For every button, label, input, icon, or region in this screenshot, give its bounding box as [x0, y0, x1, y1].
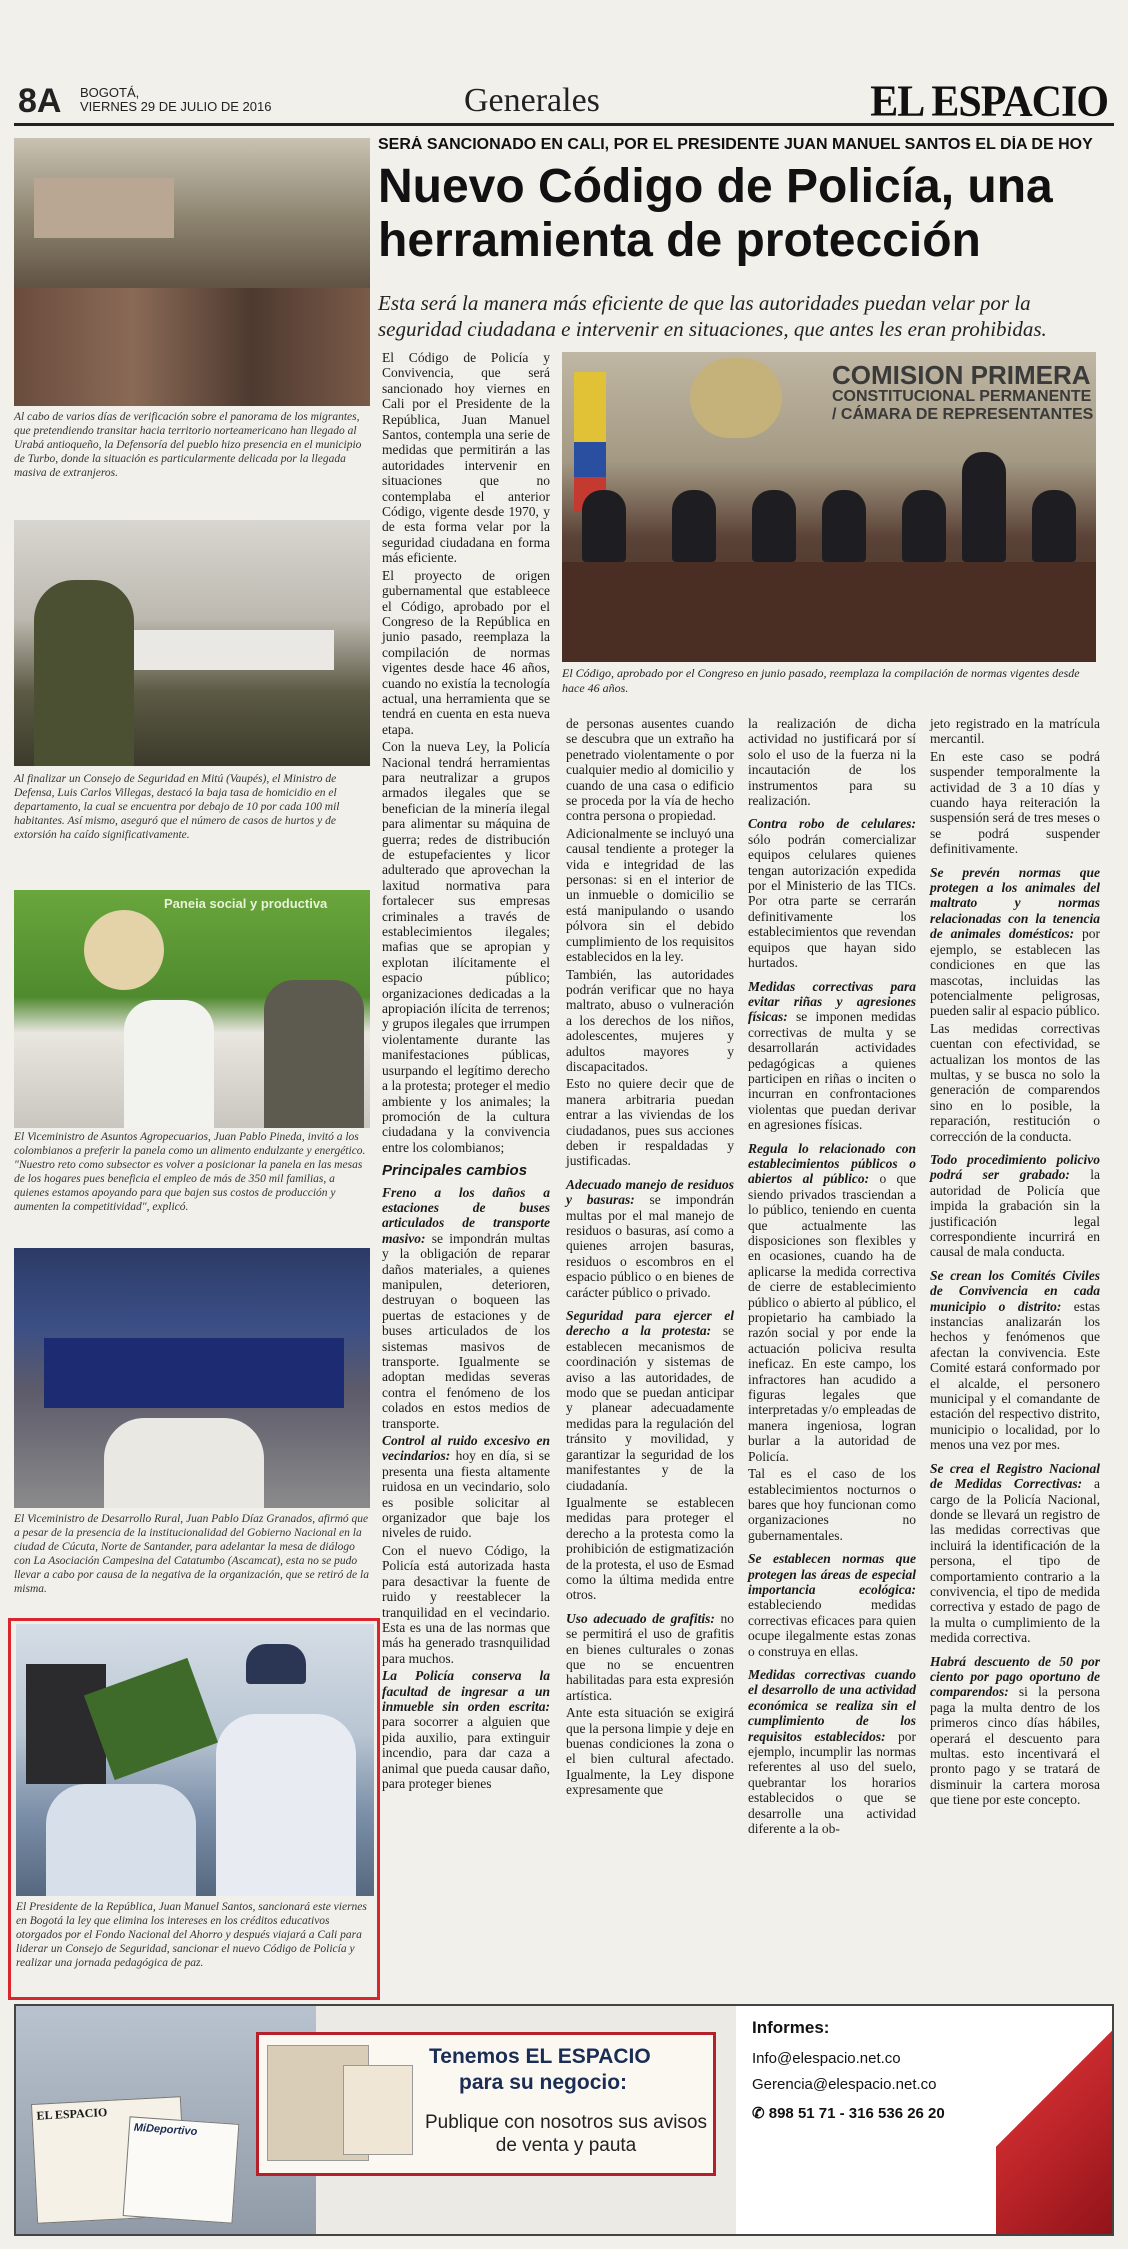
- photo-caption-2: Al finalizar un Consejo de Seguridad en Mitú (Vaupés), el Ministro de Defensa, Luis Carlos Villegas, destacó la baja tasa de homicidio en el departamento, la cual se encuentra por debajo de 10 por cada 100 mil habitantes. Así mismo, aseguró que el número de casos de hurtos y de extorsión ha caído significativamente.: [14, 773, 340, 841]
- coat-of-arms-icon: [690, 358, 782, 438]
- header-city: BOGOTÁ,: [80, 85, 140, 100]
- photo-caption-4: El Viceministro de Desarrollo Rural, Juan Pablo Díaz Granados, afirmó que a pesar de la presencia de la institucionalidad del Gobierno Nacional en la ciudad de Cúcuta, Norte de Santander, para adelantar la mesa de diálogo con La Asociación Campesina del Catatumbo (Ascamcat), esta no se pudo llevar a cabo por causa de la negativa de la organización, que se retiró de la misma.: [14, 1513, 369, 1595]
- col3-paragraph: Medidas correctivas cuando el desarrollo de una actividad económica se realiza sin el cumplimiento de los requisitos establecidos: por ejemplo, incumplir las normas referentes al uso del suelo, quebrantar los horarios establecidos o que se desarrolle una actividad diferente a la ob-: [748, 1666, 916, 1837]
- col1-paragraph: Freno a los daños a estaciones de buses articulados de transporte masivo: se impondrán multas y la obligación de reparar daños materiales, a quienes manipulen, deterioren, destruyan o boqueen las puertas de estaciones y de buses articulados de los sistemas masivos de transporte. Igualmente se adoptan medidas severas contra el fenómeno de los colados en estos medios de transporte.: [382, 1184, 550, 1431]
- col3-paragraph: la realización de dicha actividad no justificará por sí solo el uso de la fuerza ni la incautación de los instrumentos para su realización.: [748, 716, 916, 809]
- col1-paragraph: La Policía conserva la facultad de ingresar a un inmueble sin orden escrita: para socorrer a alguien que pida auxilio, para extinguir incendio, para dar caza a animal que pueda causar daño, para proteger bienes: [382, 1668, 550, 1791]
- newspaper-logo: EL ESPACIO: [870, 77, 1108, 127]
- main-photo-caption: El Código, aprobado por el Congreso en junio pasado, reemplaza la compilación de normas vigentes desde hace 46 años.: [562, 666, 1080, 695]
- house-advertisement[interactable]: [14, 2004, 1114, 2236]
- col1-paragraph: El Código de Policía y Convivencia, que será sancionado hoy viernes en Cali por el Presidente de la República, Juan Manuel Santos, contempla una serie de medidas que permitirán a las autoridades intervenir en situaciones que no contemplaba el anterior Código, vigente desde 1970, y de esta forma velar por la seguridad ciudadana en forma más eficiente.: [382, 350, 550, 566]
- article-column-2: [566, 716, 734, 1800]
- article-subheadline: Esta será la manera más eficiente de que las autoridades puedan velar por la seguridad ciudadana e intervenir en situaciones, que antes les eran prohibidas.: [378, 291, 1047, 341]
- col3-paragraph: Tal es el caso de los establecimientos nocturnos o bares que hoy funcionan como organizaciones no gubernamentales.: [748, 1466, 916, 1543]
- col2-paragraph: Igualmente se establecen medidas para proteger el derecho a la protesta como la prohibición de estigmatización de la protesta, el uso de Esmad como la última medida entre otros.: [566, 1494, 734, 1603]
- col4-paragraph: Todo procedimiento policivo podrá ser grabado: la autoridad de Policía que impida la grabación sin la justificación legal correspondiente incurrirá en causal de mala conducta.: [930, 1151, 1100, 1260]
- col4-paragraph: jeto registrado en la matrícula mercantil.: [930, 716, 1100, 747]
- col2-paragraph: Adicionalmente se incluyó una causal tendiente a proteger la vida e integridad de las personas: si en el interior de un inmueble o domicilio se está manipulando o usando pólvora sin el debido cumplimiento de los requisitos establecidos en la ley.: [566, 825, 734, 965]
- security-council-photo: [14, 520, 370, 766]
- col1-paragraph: Con el nuevo Código, la Policía está autorizada hasta para desactivar la fuente de ruido y reestablecer la tranquilidad en el vecindario. Esta es una de las normas que más ha generado trasnquilidad para muchos.: [382, 1542, 550, 1666]
- photo-caption-3: El Viceministro de Asuntos Agropecuarios, Juan Pablo Pineda, invitó a los colombianos a preferir la panela como un alimento endulzante y energético. "Nuestro reto como subsector es volver a posicionar la panela en las mesas de los hogares pues beneficia el empleo de más de 350 mil familias, a quienes estamos apoyando para que bajen sus costos de producción y aumenten la competitividad", explicó.: [14, 1131, 366, 1213]
- col2-paragraph: de personas ausentes cuando se descubra que un extraño ha penetrado violentamente o por cualquier medio al domicilio y cuando de una casa o edificio se proceda por la vía de hecho contra persona o propiedad.: [566, 716, 734, 824]
- col4-paragraph: Las medidas correctivas cuentan con efectividad, se actualizan los montos de las multas, y se busca no solo la generación de comparendos sino en lo posible, la reparación, restitución o corrección de la conducta.: [930, 1020, 1100, 1144]
- president-santos-photo: [16, 1624, 374, 1896]
- col2-paragraph: Ante esta situación se exigirá que la persona limpie y deje en buenas condiciones la zona o el bien cultural afectado. Igualmente, la Ley dispone expresamente que: [566, 1705, 734, 1798]
- commission-banner-sub: CONSTITUCIONAL PERMANENTE / CÁMARA DE REPRESENTANTES: [832, 388, 1094, 423]
- col3-paragraph: Contra robo de celulares: sólo podrán comercializar equipos celulares quienes tengan autorización expedida por el Ministerio de las TICs. Por otra parte se cerrarán definitivamente los establecimientos que revendan equipos que hayan sido hurtados.: [748, 816, 916, 971]
- article-headline: Nuevo Código de Policía, una herramienta de protección: [378, 160, 1053, 267]
- ad-phone: ✆ 898 51 71 - 316 536 26 20: [752, 2105, 945, 2122]
- col2-paragraph: Uso adecuado de grafitis: no se permitirá el uso de grafitis en bienes culturales o zonas que no se encuentren habilitadas para esta expresión artística.: [566, 1610, 734, 1703]
- header-date: [80, 86, 271, 114]
- header-date-text: VIERNES 29 DE JULIO DE 2016: [80, 99, 272, 114]
- col3-paragraph: Regula lo relacionado con establecimientos públicos o abiertos al público: o que siendo privados trasciendan a lo público, teniendo en cuenta que actualmente las disposiciones son flexibles y en ocasiones, cuando ha de aplicarse la medida correctiva de cierre de establecimiento público o abierto al público, el propietario ha cambiado la razón social y por ende la actuación policiva resulta ineficaz. En este campo, los infractores han acudido a figuras legales que interpretadas y/o empleadas de manera ingeniosa, logran burlar a la autoridad de Policía.: [748, 1140, 916, 1464]
- col4-paragraph: Se prevén normas que protegen a los animales del maltrato y normas relacionadas con la tenencia de animales domésticos: por ejemplo, se establecen las condiciones en que las mascotas, incluidas las potencialmente peligrosas, pueden salir al espacio público.: [930, 864, 1100, 1019]
- congress-commission-photo: [562, 352, 1096, 662]
- ad-info-label: Informes:: [752, 2018, 830, 2037]
- col2-paragraph: También, las autoridades podrán verificar que no haya maltrato, abuso o vulneración a los derechos de los niños, adolescentes, mujeres y adultos mayores y discapacitados.: [566, 966, 734, 1074]
- photo-caption-1: Al cabo de varios días de verificación sobre el panorama de los migrantes, que pretendiendo transitar hacia territorio norteamericano han llegado al Urabá antioqueño, la Defensoría del pueblo hizo presencia en el municipio de Turbo, donde la situación es particularmente delicada por la llegada masiva de extranjeros.: [14, 411, 362, 479]
- rural-development-photo: [14, 1248, 370, 1508]
- page-header: [14, 78, 1114, 126]
- ad-title: Tenemos EL ESPACIO: [429, 2045, 651, 2068]
- article-column-4: [930, 716, 1100, 1810]
- col4-paragraph: Se crean los Comités Civiles de Convivencia en cada municipio o distrito: estas instancias analizarán los hechos y fenómenos que afectan la convivencia. Este Comité estará conformado por el alcalde, el personero municipal y el comandante de estación del respectivo distrito, municipio o localidad, por lo menos una vez por mes.: [930, 1267, 1100, 1453]
- subheading-principales-cambios: Principales cambios: [382, 1162, 528, 1180]
- ad-email-gerencia[interactable]: Gerencia@elespacio.net.co: [752, 2076, 937, 2093]
- col2-paragraph: Adecuado manejo de residuos y basuras: se impondrán multas por el mal manejo de residuos o basuras, así como a quienes arrojen basuras, residuos o escombros en el espacio público o en bienes de carácter público o privado.: [566, 1176, 734, 1300]
- col1-paragraph: Con la nueva Ley, la Policía Nacional tendrá herramientas para neutralizar a grupos armados ilegales que se benefician de la minería ilegal para alimentar su máquina de guerra; redes de distribución de estupefacientes y licor adulterado que aprovechan la laxitud normativa para fortalecer sus empresas criminales a través de establecimientos ilegales; mafias que se apropian y explotan ilícitamente el espacio público; organizaciones dedicadas a la apropiación ilícita de terrenos; y grupos ilegales que irrumpen violentamente durante las manifestaciones públicas, usurpando el legítimo derecho a la protesta; proteger el medio ambiente y los animales; la promoción de la cultura ciudadana y la convivencia entre los colombianos;: [382, 739, 550, 1155]
- section-title: Generales: [464, 82, 600, 119]
- phone-icon: ✆: [752, 2105, 769, 2122]
- ad-email-info[interactable]: Info@elespacio.net.co: [752, 2050, 901, 2067]
- article-kicker: SERÁ SANCIONADO EN CALI, POR EL PRESIDENTE JUAN MANUEL SANTOS EL DÍA DE HOY: [378, 136, 1093, 153]
- panela-banner: Paneia social y productiva: [164, 896, 328, 911]
- ad-title-2: para su negocio:: [459, 2071, 628, 2094]
- migrants-photo: [14, 138, 370, 406]
- photo-caption-5: El Presidente de la República, Juan Manuel Santos, sancionará este viernes en Bogotá la ley que elimina los intereses en los créditos educativos otorgados por el Fondo Nacional del Ahorro y después viajará a Cali para liderar un Consejo de Seguridad, sancionar el nuevo Código de Policía y realizar una jornada pedagógica de paz.: [16, 1901, 367, 1969]
- ad-newspaper-thumbnail: [343, 2065, 413, 2155]
- col2-paragraph: Esto no quiere decir que de manera arbitraria puedan entrar a las viviendas de los ciudadanos, pues sus acciones deben ir respaldadas y justificadas.: [566, 1076, 734, 1169]
- panela-event-photo: [14, 890, 370, 1128]
- commission-banner: COMISION PRIMERA: [832, 360, 1091, 390]
- page-number: 8A: [18, 82, 62, 120]
- col4-paragraph: En este caso se podrá suspender temporalmente la actividad de 3 a 10 días y cuando haya reiteración la suspensión será de tres meses o se podrá suspender definitivamente.: [930, 748, 1100, 857]
- col4-paragraph: Se crea el Registro Nacional de Medidas Correctivas: a cargo de la Policía Nacional, donde se llevará un registro de las medidas correctivas que incluirá la identificación de la persona, el tipo de comportamiento contrario a la convivencia, el tipo de medida correctiva y estado de pago de la multa o cumplimiento de la medida correctiva.: [930, 1460, 1100, 1646]
- article-column-3: [748, 716, 916, 1838]
- col1-paragraph: El proyecto de origen gubernamental que estableece el Código, aprobado por el Congreso de la República en junio pasado, reemplaza la compilación de normas vigentes desde hace 46 años, cuando no existía la tecnología actual, una herramienta que se tendrá en cuenta en esta nueva etapa.: [382, 567, 550, 737]
- col1-paragraph: Control al ruido excesivo en vecindarios: hoy en día, si se presenta una fiesta altamente ruidosa en un vecindario, solo es posible solicitar al organizador que baje los niveles de ruido.: [382, 1433, 550, 1541]
- ad-contact-panel: [736, 2006, 1114, 2236]
- ad-newspaper-thumbnail: MiDeportivo: [123, 2116, 240, 2223]
- article-column-1: [382, 350, 550, 1793]
- ad-body: Publique con nosotros sus avisos de venta y pauta: [425, 2112, 707, 2156]
- col2-paragraph: Seguridad para ejercer el derecho a la protesta: se establecen mecanismos de coordinación y sistemas de aviso a las autoridades, de modo que se puedan anticipar y planear adecuadamente medidas para la regulación del tránsito y movilidad, y garantizar la seguridad de los manifestantes y de la ciudadanía.: [566, 1308, 734, 1493]
- ad-newspaper-thumbnail: EL ESPACIO: [31, 2096, 187, 2224]
- col4-paragraph: Habrá descuento de 50 por ciento por pago oportuno de comparendos: si la persona paga la multa dentro de los primeros cinco días hábiles, operará el descuento para multas. esto incentivará el pronto pago y se tratará de disminuir la cartera morosa que tiene por este concepto.: [930, 1653, 1100, 1808]
- col3-paragraph: Medidas correctivas para evitar riñas y agresiones físicas: se imponen medidas correctivas de multa y se desarrollarán actividades pedagógicas a quienes participen en riñas o inciten o incurran en confrontaciones violentas que puedan derivar en agresiones físicas.: [748, 978, 916, 1133]
- col3-paragraph: Se establecen normas que protegen las áreas de especial importancia ecológica: estableciendo medidas correctivas eficaces para quien ocupe ilegalmente estas zonas o construya en ellas.: [748, 1551, 916, 1659]
- ad-message-box: [256, 2032, 716, 2176]
